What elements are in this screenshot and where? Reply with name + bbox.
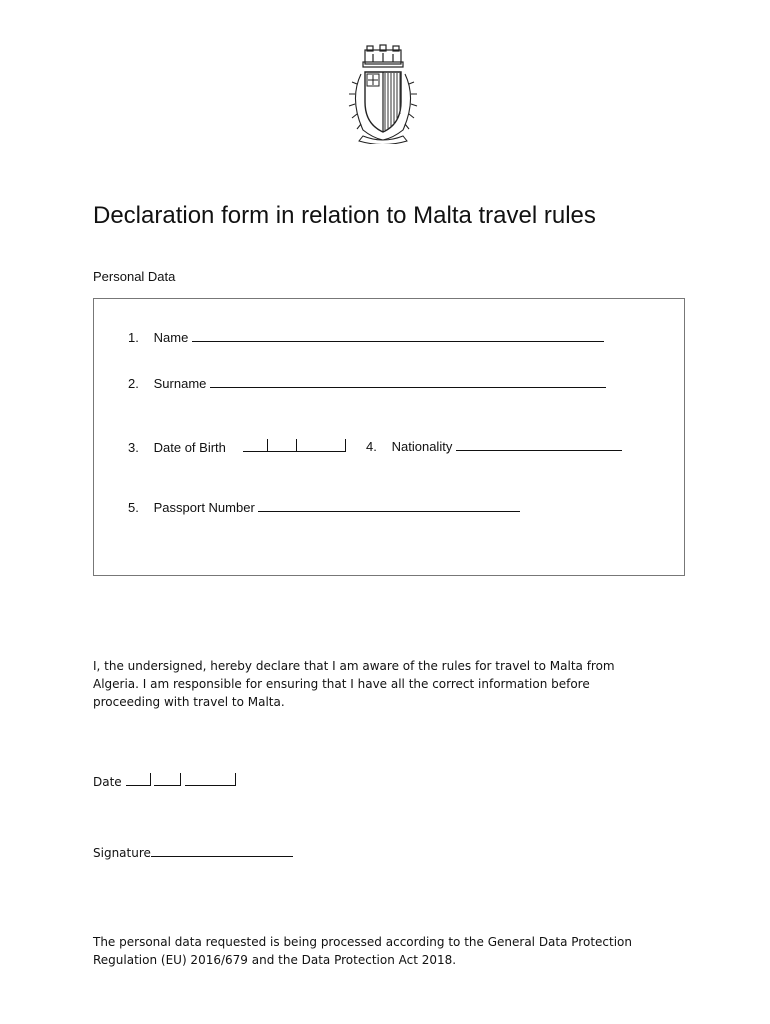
malta-coat-of-arms-icon (343, 44, 423, 144)
field-number: 3. (128, 440, 139, 455)
surname-blank-line[interactable] (210, 376, 606, 388)
section-label-personal-data: Personal Data (93, 269, 176, 284)
nationality-label: Nationality (391, 439, 453, 454)
date-month-blank[interactable] (154, 773, 181, 786)
dob-year-blank[interactable] (297, 439, 346, 452)
signature-field[interactable] (93, 845, 293, 860)
field-number: 5. (128, 500, 139, 515)
name-label: Name (153, 330, 189, 345)
name-blank-line[interactable] (192, 330, 604, 342)
form-title: Declaration form in relation to Malta travel rules (93, 202, 596, 229)
passport-number-blank-line[interactable] (258, 500, 520, 512)
passport-number-label: Passport Number (153, 500, 255, 515)
nationality-field[interactable] (366, 439, 622, 454)
date-label: Date (93, 775, 122, 789)
name-field[interactable] (128, 330, 604, 345)
date-year-blank[interactable] (185, 773, 236, 786)
field-number: 4. (366, 439, 377, 454)
date-of-birth-label: Date of Birth (153, 440, 226, 455)
date-day-blank[interactable] (126, 773, 151, 786)
signature-label: Signature (93, 846, 151, 860)
field-number: 1. (128, 330, 139, 345)
dob-day-blank[interactable] (243, 439, 268, 452)
signature-blank-line[interactable] (151, 845, 293, 857)
nationality-blank-line[interactable] (456, 439, 622, 451)
passport-number-field[interactable] (128, 500, 520, 515)
declaration-text: I, the undersigned, hereby declare that I am aware of the rules for travel to Malta from Algeria. I am responsible for ensuring that I have all the correct information before proceeding with travel to Malta. (93, 659, 615, 709)
surname-label: Surname (153, 376, 207, 391)
gdpr-notice: The personal data requested is being processed according to the General Data Protection Regulation (EU) 2016/679 and the Data Protection Act 2018. (93, 935, 632, 967)
dob-month-blank[interactable] (268, 439, 297, 452)
field-number: 2. (128, 376, 139, 391)
date-field[interactable] (93, 773, 236, 789)
personal-data-box (93, 298, 685, 576)
date-of-birth-field[interactable] (128, 439, 346, 455)
surname-field[interactable] (128, 376, 606, 391)
